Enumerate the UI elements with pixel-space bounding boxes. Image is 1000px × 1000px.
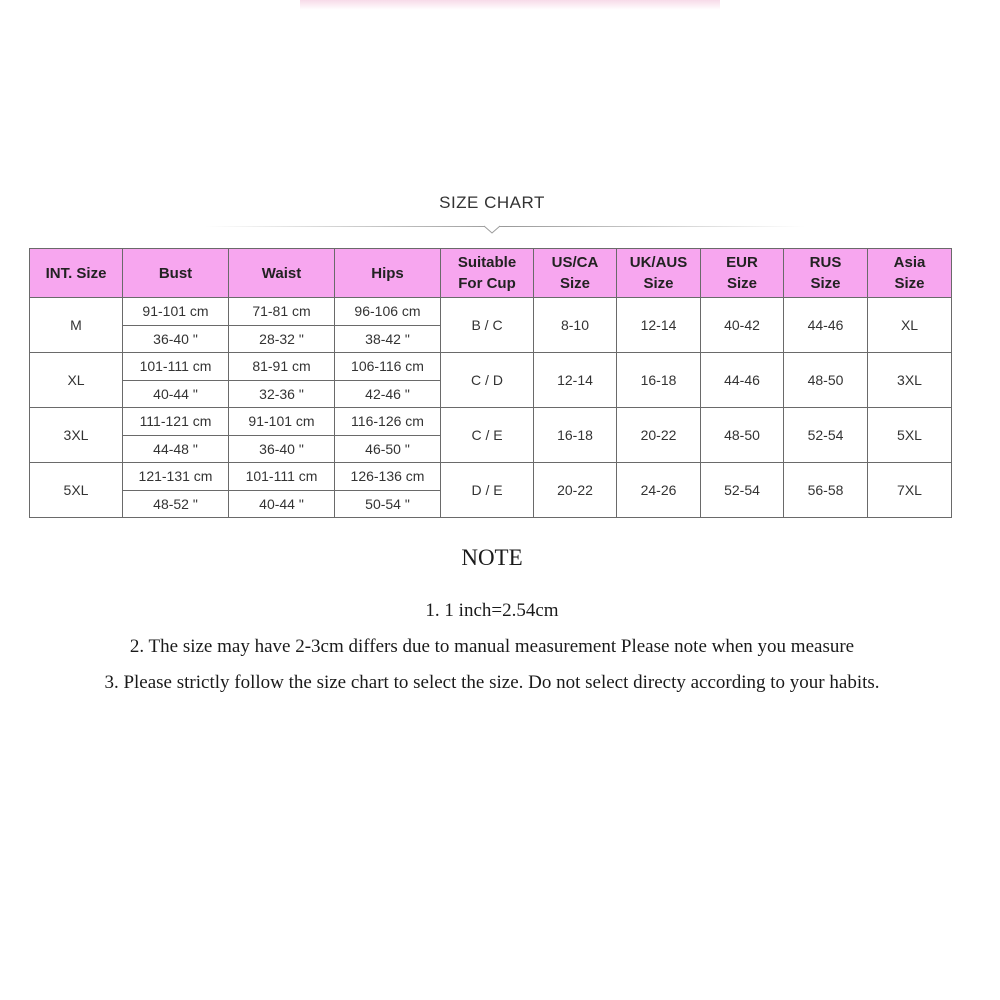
cup-cell: B / C [441, 298, 534, 353]
header-label: INT. Size [45, 264, 107, 282]
note-title: NOTE [461, 545, 523, 570]
us-ca-cell: 16-18 [534, 408, 617, 463]
uk-aus-cell: 16-18 [617, 353, 701, 408]
note-line-3: 3. Please strictly follow the size chart to select the size. Do not select directy according to your habits. [104, 672, 880, 693]
bust-cm-cell: 121-131 cm [123, 463, 229, 491]
rus-cell: 56-58 [784, 463, 868, 518]
rus-cell: 44-46 [784, 298, 868, 353]
note-section [0, 545, 984, 701]
table-body [30, 298, 952, 518]
eur-cell: 48-50 [701, 408, 784, 463]
waist-in-cell: 40-44 " [229, 490, 335, 518]
asia-cell: 7XL [868, 463, 952, 518]
header-uk-aus-size [617, 249, 701, 298]
table-row [30, 463, 952, 491]
header-suitable-cup [441, 249, 534, 298]
asia-cell: XL [868, 298, 952, 353]
bust-in-cell: 48-52 " [123, 490, 229, 518]
waist-in-cell: 28-32 " [229, 325, 335, 353]
us-ca-cell: 12-14 [534, 353, 617, 408]
top-decoration [300, 0, 720, 10]
int-size-cell: M [30, 298, 123, 353]
asia-cell: 3XL [868, 353, 952, 408]
asia-cell: 5XL [868, 408, 952, 463]
hips-cm-cell: 96-106 cm [335, 298, 441, 326]
rus-cell: 52-54 [784, 408, 868, 463]
header-int-size [30, 249, 123, 298]
table-row [30, 353, 952, 381]
waist-cm-cell: 71-81 cm [229, 298, 335, 326]
hips-in-cell: 38-42 " [335, 325, 441, 353]
header-label: Suitable [457, 254, 517, 271]
cup-cell: C / E [441, 408, 534, 463]
int-size-cell: 5XL [30, 463, 123, 518]
table-row [30, 408, 952, 436]
cup-cell: C / D [441, 353, 534, 408]
hips-cm-cell: 116-126 cm [335, 408, 441, 436]
header-label: Size [810, 275, 841, 292]
rus-cell: 48-50 [784, 353, 868, 408]
int-size-cell: XL [30, 353, 123, 408]
bust-cm-cell: 101-111 cm [123, 353, 229, 381]
hips-in-cell: 46-50 " [335, 435, 441, 463]
waist-cm-cell: 91-101 cm [229, 408, 335, 436]
bust-in-cell: 36-40 " [123, 325, 229, 353]
hips-in-cell: 50-54 " [335, 490, 441, 518]
note-line-1: 1. 1 inch=2.54cm [425, 600, 559, 621]
uk-aus-cell: 20-22 [617, 408, 701, 463]
header-label: Asia [893, 254, 926, 271]
header-label: Hips [371, 264, 404, 282]
table-header-row [30, 249, 952, 298]
bust-cm-cell: 111-121 cm [123, 408, 229, 436]
header-label: US/CA [551, 254, 599, 271]
header-label: Size [559, 275, 590, 292]
waist-cm-cell: 81-91 cm [229, 353, 335, 381]
header-rus-size [784, 249, 868, 298]
header-label: Size [726, 275, 757, 292]
us-ca-cell: 8-10 [534, 298, 617, 353]
waist-in-cell: 32-36 " [229, 380, 335, 408]
table-row [30, 298, 952, 326]
cup-cell: D / E [441, 463, 534, 518]
note-line-2: 2. The size may have 2-3cm differs due to manual measurement Please note when you measure [129, 636, 855, 657]
header-label: For Cup [458, 275, 516, 292]
header-waist [229, 249, 335, 298]
hips-cm-cell: 106-116 cm [335, 353, 441, 381]
size-chart-title: SIZE CHART [439, 193, 545, 212]
header-label: RUS [809, 254, 842, 271]
header-eur-size [701, 249, 784, 298]
bust-in-cell: 40-44 " [123, 380, 229, 408]
bust-in-cell: 44-48 " [123, 435, 229, 463]
eur-cell: 44-46 [701, 353, 784, 408]
int-size-cell: 3XL [30, 408, 123, 463]
us-ca-cell: 20-22 [534, 463, 617, 518]
header-us-ca-size [534, 249, 617, 298]
eur-cell: 52-54 [701, 463, 784, 518]
header-asia-size [868, 249, 952, 298]
header-hips [335, 249, 441, 298]
hips-in-cell: 42-46 " [335, 380, 441, 408]
header-label: UK/AUS [629, 254, 688, 271]
waist-cm-cell: 101-111 cm [229, 463, 335, 491]
header-label: Waist [261, 264, 302, 282]
uk-aus-cell: 12-14 [617, 298, 701, 353]
waist-in-cell: 36-40 " [229, 435, 335, 463]
bust-cm-cell: 91-101 cm [123, 298, 229, 326]
title-caret-icon [484, 225, 500, 234]
header-label: Size [643, 275, 674, 292]
title-divider [205, 226, 805, 227]
uk-aus-cell: 24-26 [617, 463, 701, 518]
header-label: Size [894, 275, 925, 292]
size-chart-table [29, 248, 952, 518]
header-label: EUR [726, 254, 758, 271]
header-bust [123, 249, 229, 298]
header-label: Bust [158, 264, 193, 282]
eur-cell: 40-42 [701, 298, 784, 353]
hips-cm-cell: 126-136 cm [335, 463, 441, 491]
